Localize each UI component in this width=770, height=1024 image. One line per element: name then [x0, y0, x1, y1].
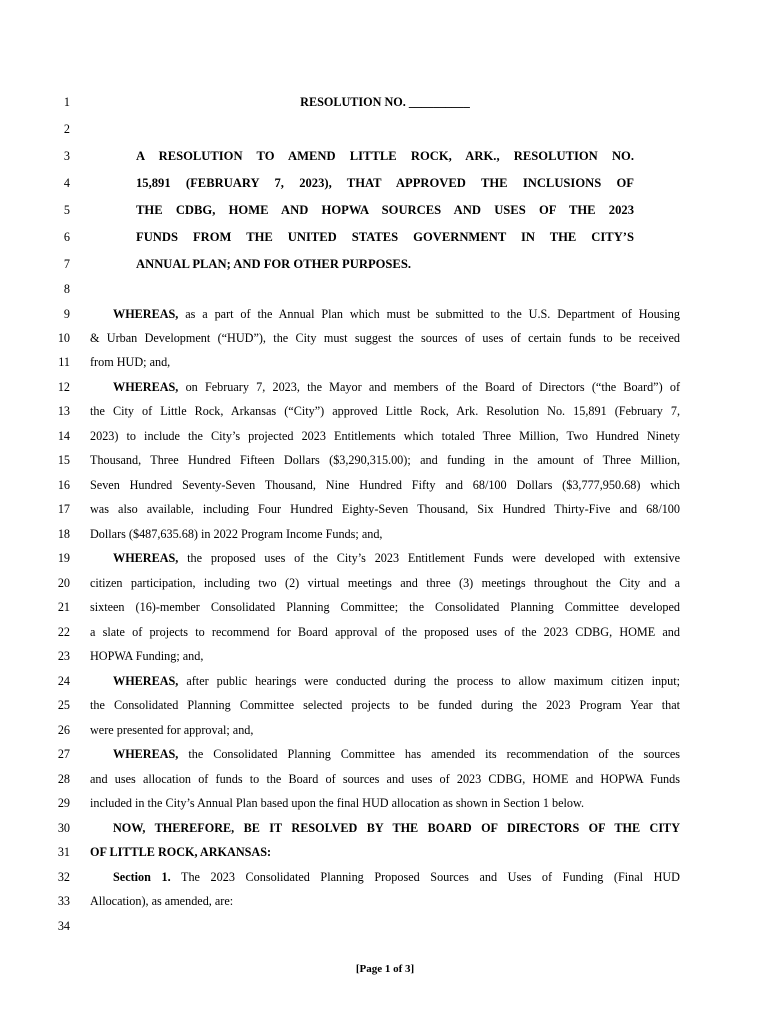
paragraph-line — [113, 669, 680, 694]
whereas-lead: WHEREAS, — [113, 380, 179, 394]
line-10 — [0, 326, 770, 351]
paragraph-line: sixteen (16)-member Consolidated Planning Committee; the Consolidated Planning Committee developed — [90, 600, 680, 614]
line-25 — [0, 693, 770, 718]
line-number: 33 — [57, 894, 70, 908]
line-20 — [0, 571, 770, 596]
paragraph-text: The 2023 Consolidated Planning Proposed Sources and Uses of Funding (Final HUD — [181, 870, 680, 884]
heading-line: A RESOLUTION TO AMEND LITTLE ROCK, ARK., RESOLUTION NO. — [136, 149, 634, 163]
line-18 — [0, 522, 770, 547]
line-21 — [0, 595, 770, 620]
line-19 — [0, 546, 770, 571]
paragraph-text: on February 7, 2023, the Mayor and members of the Board of Directors (“the Board”) of — [185, 380, 681, 394]
line-7 — [0, 252, 770, 277]
line-26 — [0, 718, 770, 743]
paragraph-text: the proposed uses of the City’s 2023 Entitlement Funds were developed with extensive — [187, 551, 681, 565]
line-22 — [0, 620, 770, 645]
line-number: 27 — [57, 747, 70, 761]
resolution-title: RESOLUTION NO. __________ — [300, 95, 470, 109]
section-1-lead: Section 1. — [113, 870, 171, 884]
line-11 — [0, 350, 770, 375]
paragraph-text: the Consolidated Planning Committee has amended its recommendation of the sources — [188, 747, 680, 761]
line-number: 5 — [63, 203, 70, 217]
paragraph-line: from HUD; and, — [90, 355, 171, 369]
line-32 — [0, 865, 770, 890]
line-number: 25 — [57, 698, 70, 712]
paragraph-line: & Urban Development (“HUD”), the City must suggest the sources of uses of certain funds to be received — [90, 331, 680, 345]
line-17 — [0, 497, 770, 522]
line-number: 2 — [63, 122, 70, 136]
heading-line: THE CDBG, HOME AND HOPWA SOURCES AND USES OF THE 2023 — [136, 203, 634, 217]
line-4 — [0, 171, 770, 196]
paragraph-line: Seven Hundred Seventy-Seven Thousand, Nine Hundred Fifty and 68/100 Dollars ($3,777,950.68) which — [90, 478, 680, 492]
line-number: 16 — [57, 478, 70, 492]
line-8 — [0, 277, 770, 302]
line-15 — [0, 448, 770, 473]
line-6 — [0, 225, 770, 250]
paragraph-line: Thousand, Three Hundred Fifteen Dollars ($3,290,315.00); and funding in the amount of Three Million, — [90, 453, 680, 467]
line-24 — [0, 669, 770, 694]
paragraph-line: included in the City’s Annual Plan based upon the final HUD allocation as shown in Section 1 below. — [90, 796, 585, 810]
paragraph-text: as a part of the Annual Plan which must be submitted to the U.S. Department of Housing — [185, 307, 680, 321]
paragraph-line: was also available, including Four Hundred Eighty-Seven Thousand, Six Hundred Thirty-Five and 68/100 — [90, 502, 680, 516]
line-number: 8 — [63, 282, 70, 296]
line-number: 13 — [57, 404, 70, 418]
line-number: 28 — [57, 772, 70, 786]
paragraph-line: and uses allocation of funds to the Board of sources and uses of 2023 CDBG, HOME and HOPWA Funds — [90, 772, 680, 786]
line-number: 24 — [57, 674, 70, 688]
paragraph-line — [113, 302, 680, 327]
line-number: 26 — [57, 723, 70, 737]
line-number: 29 — [57, 796, 70, 810]
line-1 — [0, 90, 770, 115]
line-16 — [0, 473, 770, 498]
paragraph-line — [113, 375, 680, 400]
line-number: 7 — [63, 257, 70, 271]
paragraph-line: Dollars ($487,635.68) in 2022 Program Income Funds; and, — [90, 527, 383, 541]
line-27 — [0, 742, 770, 767]
line-3 — [0, 144, 770, 169]
line-number: 31 — [57, 845, 70, 859]
paragraph-line: HOPWA Funding; and, — [90, 649, 204, 663]
line-number: 18 — [57, 527, 70, 541]
line-28 — [0, 767, 770, 792]
line-number: 32 — [57, 870, 70, 884]
line-13 — [0, 399, 770, 424]
whereas-lead: WHEREAS, — [113, 551, 179, 565]
paragraph-line — [113, 546, 680, 571]
heading-line: FUNDS FROM THE UNITED STATES GOVERNMENT IN THE CITY’S — [136, 230, 634, 244]
resolved-clause: NOW, THEREFORE, BE IT RESOLVED BY THE BOARD OF DIRECTORS OF THE CITY — [113, 821, 680, 835]
line-number: 30 — [57, 821, 70, 835]
paragraph-line: the Consolidated Planning Committee selected projects to be funded during the 2023 Program Year that — [90, 698, 680, 712]
line-number: 15 — [57, 453, 70, 467]
paragraph-line: the City of Little Rock, Arkansas (“City”) approved Little Rock, Ark. Resolution No. 15,891 (February 7, — [90, 404, 680, 418]
line-14 — [0, 424, 770, 449]
line-number: 4 — [63, 176, 70, 190]
line-33 — [0, 889, 770, 914]
line-number: 1 — [63, 95, 70, 109]
line-number: 17 — [57, 502, 70, 516]
line-number: 6 — [63, 230, 70, 244]
whereas-lead: WHEREAS, — [113, 747, 179, 761]
line-number: 19 — [57, 551, 70, 565]
line-number: 12 — [57, 380, 70, 394]
line-number: 10 — [57, 331, 70, 345]
line-number: 21 — [57, 600, 70, 614]
paragraph-line: citizen participation, including two (2) virtual meetings and three (3) meetings throughout the City and a — [90, 576, 680, 590]
line-number: 3 — [63, 149, 70, 163]
line-23 — [0, 644, 770, 669]
line-number: 9 — [63, 307, 70, 321]
line-number: 14 — [57, 429, 70, 443]
paragraph-line: 2023) to include the City’s projected 2023 Entitlements which totaled Three Million, Two Hundred Ninety — [90, 429, 680, 443]
line-9 — [0, 302, 770, 327]
line-30 — [0, 816, 770, 841]
heading-line: 15,891 (FEBRUARY 7, 2023), THAT APPROVED THE INCLUSIONS OF — [136, 176, 634, 190]
line-5 — [0, 198, 770, 223]
paragraph-line: were presented for approval; and, — [90, 723, 254, 737]
page-footer: [Page 1 of 3] — [355, 963, 415, 975]
line-2 — [0, 117, 770, 142]
line-number: 34 — [57, 919, 70, 933]
whereas-lead: WHEREAS, — [113, 674, 179, 688]
heading-line: ANNUAL PLAN; AND FOR OTHER PURPOSES. — [136, 257, 411, 271]
line-number: 20 — [57, 576, 70, 590]
line-29 — [0, 791, 770, 816]
line-12 — [0, 375, 770, 400]
line-34 — [0, 914, 770, 939]
line-number: 22 — [57, 625, 70, 639]
resolved-clause: OF LITTLE ROCK, ARKANSAS: — [90, 845, 272, 859]
paragraph-line: a slate of projects to recommend for Board approval of the proposed uses of the 2023 CDBG, HOME and — [90, 625, 680, 639]
line-number: 23 — [57, 649, 70, 663]
paragraph-text: after public hearings were conducted during the process to allow maximum citizen input; — [186, 674, 681, 688]
paragraph-line — [113, 742, 680, 767]
line-number: 11 — [58, 355, 70, 369]
line-31 — [0, 840, 770, 865]
paragraph-line — [113, 865, 680, 890]
whereas-lead: WHEREAS, — [113, 307, 179, 321]
paragraph-line: Allocation), as amended, are: — [90, 894, 234, 908]
